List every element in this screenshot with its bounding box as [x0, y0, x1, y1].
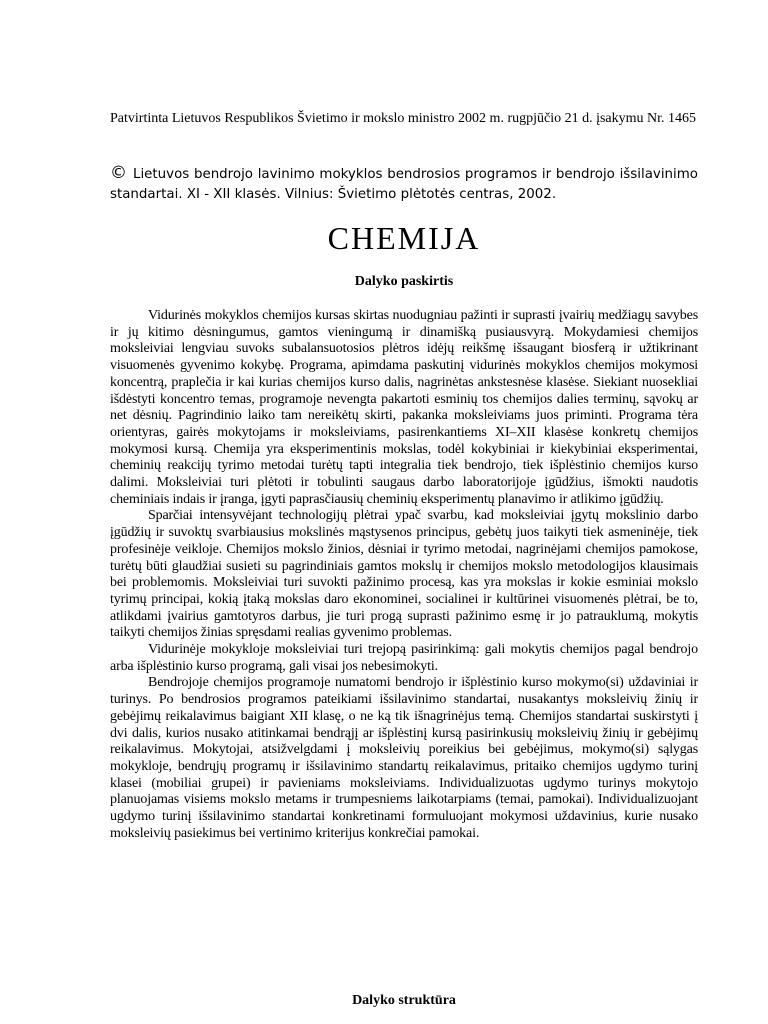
paragraph: Sparčiai intensyvėjant technologijų plėtrai ypač svarbu, kad moksleiviai įgytų mokslinio darbo įgūdžių ir suvoktų svarbiausius mokslinės mąstysenos principus, gebėtų juos taikyti tiek asmeninėje, tiek profesinėje veikloje. Chemijos mokslo žinios, dėsniai ir tyrimo metodai, nagrinėjami chemijos pamokose, turėtų būti glaudžiai susieti su pagrindiniais gamtos mokslų ir chemijos mokslo metodologijos klausimais bei problemomis. Moksleiviai turi suvokti pažinimo procesą, kas yra mokslas ir kokie esminiai mokslo tyrimų principai, kokią įtaką mokslas daro ekonominei, socialinei ir kultūrinei visuomenės plėtrai, be to, atlikdami įvairius gamtotyros darbus, jie turi progą suprasti pažinimo esmę ir jo patrauklumą, mokytis taikyti chemijos žinias spręsdami realias gyvenimo problemas.: [110, 508, 698, 641]
section-body-purpose: [110, 308, 698, 843]
section-heading-structure: Dalyko struktūra: [352, 993, 456, 1008]
paragraph: Vidurinės mokyklos chemijos kursas skirtas nuodugniau pažinti ir suprasti įvairių medžiagų savybes ir jų kitimo dėsningumus, gamtos vieningumą ir dinamišką pusiausvyrą. Mokydamiesi chemijos moksleiviai lengviau suvoks subalansuotosios plėtros idėjų reikšmę išsaugant biosferą ir užtikrinant visuomenės gyvenimo kokybę. Programa, apimdama paskutinį vidurinės mokyklos chemijos mokymosi koncentrą, praplečia ir kai kurias chemijos kurso dalis, nagrinėtas ankstesnėse klasėse. Siekiant nuosekliai išdėstyti koncentro temas, programoje nevengta pakartoti esminių tos chemijos dalies terminų, sąvokų ar net dėsnių. Pagrindinio laiko tam nereikėtų skirti, pakanka moksleiviams juos priminti. Programa tėra orientyras, gairės mokytojams ir moksleiviams, pasirenkantiems XI–XII klasėse konkretų chemijos mokymosi kursą. Chemija yra eksperimentinis mokslas, todėl kokybiniai ir kiekybiniai eksperimentai, cheminių reakcijų tyrimo metodai turėtų tapti integralia tiek bendrojo, tiek išplėstinio chemijos kurso dalimi. Moksleiviai turi plėtoti ir tobulinti saugaus darbo laboratorijoje įgūdžius, išmokti naudotis cheminiais indais ir įranga, įgyti paprasčiausių cheminių eksperimentų planavimo ir atlikimo įgūdžių.: [110, 308, 698, 507]
copyright-note: [110, 163, 698, 205]
paragraph: Bendrojoje chemijos programoje numatomi bendrojo ir išplėstinio kurso mokymo(si) uždaviniai ir turinys. Po bendrosios programos pateikiami išsilavinimo standartai, nusakantys moksleivių žinių ir gebėjimų reikalavimus baigiant XII klasę, o ne ką tik išnagrinėjus temą. Chemijos standartai suskirstyti į dvi dalis, kurios nusako atitinkamai bendrąjį ar išplėstinį kursą pasirinkusių moksleivių žinių ir gebėjimų reikalavimus. Mokytojai, atsižvelgdami į moksleivių poreikius bei gebėjimus, mokymo(si) sąlygas mokykloje, bendrųjų programų ir išsilavinimo standartų reikalavimus, pritaiko chemijos ugdymo turinį klasei (mobiliai grupei) ir pavieniams moksleiviams. Individualizuotas ugdymo turinys mokytojo planuojamas visiems mokslo metams ir trumpesniems laikotarpiams (temai, pamokai). Individualizuojant ugdymo turinį išsilavinimo standartai konkretinami formuluojant mokymosi uždavinius, kurie nusako moksleivių pasiekimus bei vertinimo kriterijus konkrečiai pamokai.: [110, 675, 698, 841]
copyright-text: Lietuvos bendrojo lavinimo mokyklos bendrosios programos ir bendrojo išsilavinimo standartai. XI - XII klasės. Vilnius: Švietimo plėtotės centras, 2002.: [110, 167, 698, 202]
section-heading-purpose: Dalyko paskirtis: [354, 274, 454, 289]
page-title: CHEMIJA: [327, 220, 481, 256]
paragraph: Vidurinėje mokykloje moksleiviai turi trejopą pasirinkimą: gali mokytis chemijos pagal bendrojo arba išplėstinio kurso programą, gali visai jos nebesimokyti.: [110, 642, 698, 674]
copyright-symbol: ©: [110, 163, 127, 183]
approval-note: Patvirtinta Lietuvos Respublikos Švietimo ir mokslo ministro 2002 m. rugpjūčio 21 d. įsakymu Nr. 1465: [110, 111, 697, 126]
